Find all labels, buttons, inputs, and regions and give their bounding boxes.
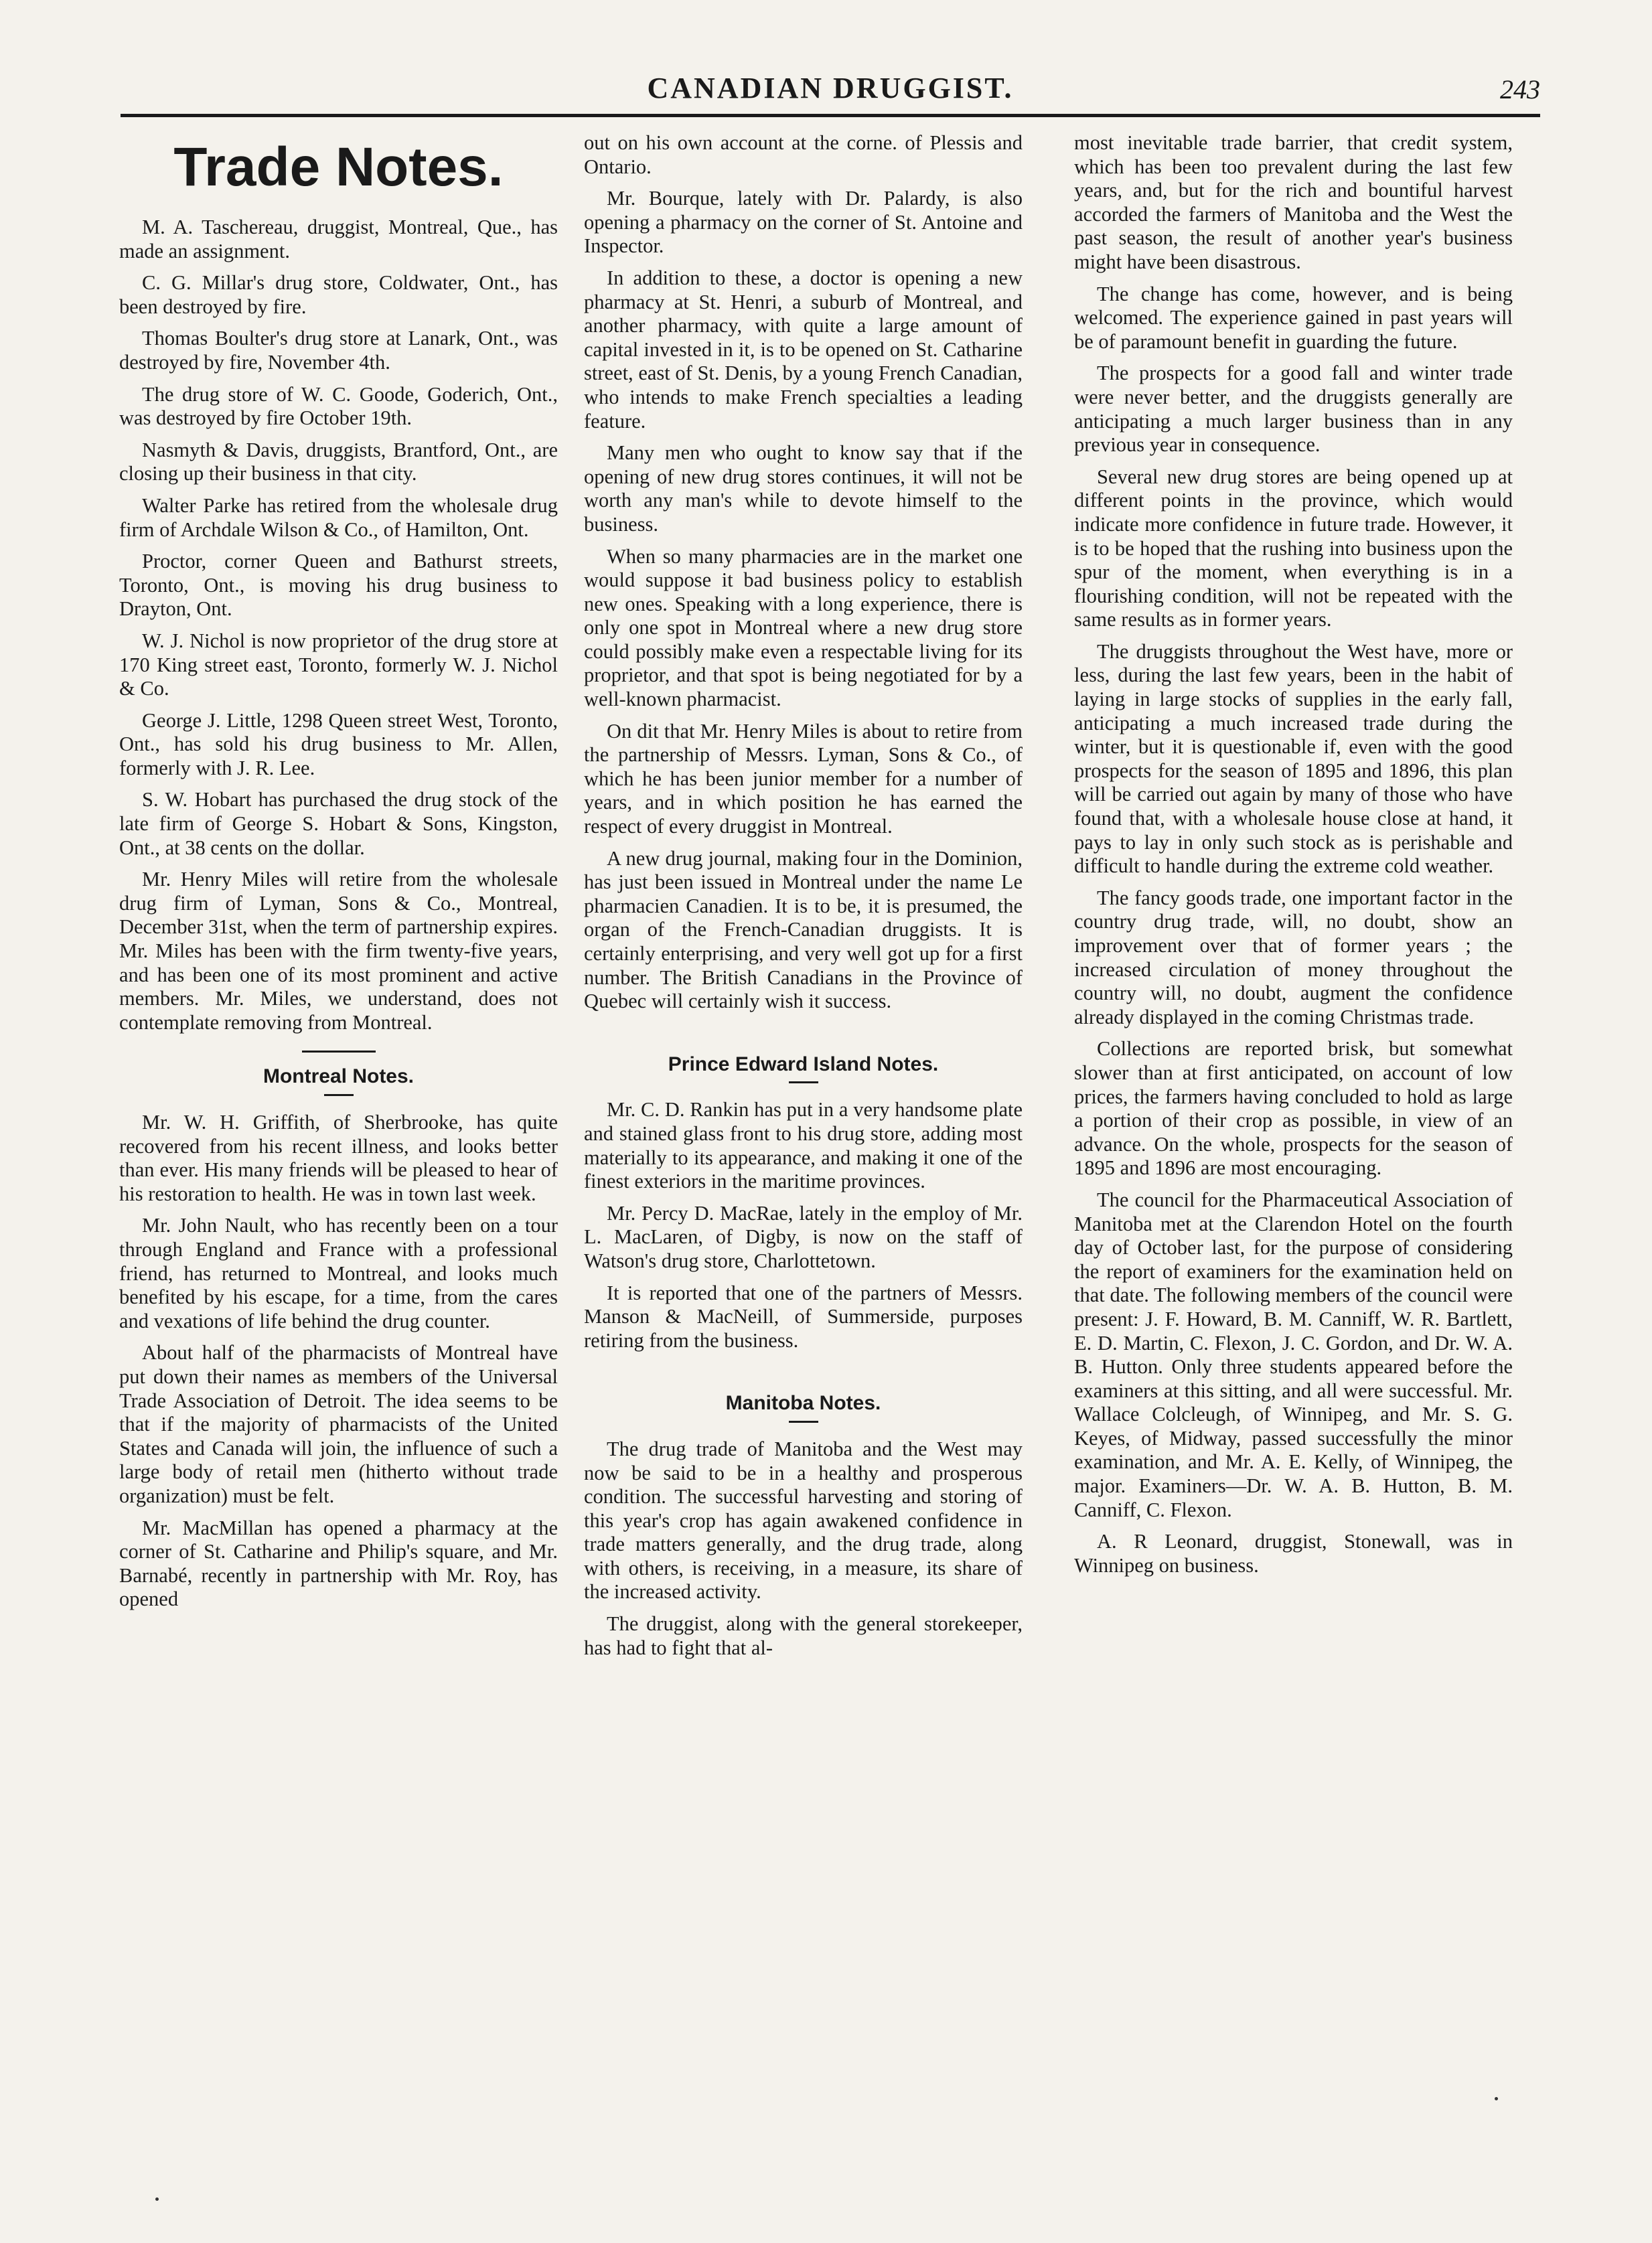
paragraph: The change has come, however, and is being welcomed. The experience gained in past years will be of paramount benefit in guarding the future.: [1074, 282, 1513, 353]
column-1: [119, 131, 558, 2180]
paragraph: M. A. Taschereau, druggist, Montreal, Que., has made an assignment.: [119, 216, 558, 262]
paragraph: The drug trade of Manitoba and the West may now be said to be in a healthy and prosperous condition. The successful harvesting and storing of this year's crop has again awakened confidence in trade matters generally, and the drug trade, along with others, is receiving, in a measure, its share of the increased activity.: [584, 1437, 1023, 1604]
paragraph: Walter Parke has retired from the wholesale drug firm of Archdale Wilson & Co., of Hamilton, Ont.: [119, 493, 558, 541]
paragraph: Collections are reported brisk, but somewhat slower than at first anticipated, on account of low prices, the farmers having concluded to hold as large a portion of their crop as possible, in view of an advance. On the whole, prospects for the season of 1895 and 1896 are most encouraging.: [1074, 1037, 1513, 1180]
paragraph: Mr. John Nault, who has recently been on a tour through England and France with a professional friend, has returned to Montreal, and looks much benefited by his escape, for a time, from the cares and vexations of life behind the drug counter.: [119, 1214, 558, 1332]
paragraph: Proctor, corner Queen and Bathurst streets, Toronto, Ont., is moving his drug business to Drayton, Ont.: [119, 550, 558, 621]
paragraph: A new drug journal, making four in the Dominion, has just been issued in Montreal under the name Le pharmacien Canadien. It is to be, it is presumed, the organ of the French-Canadian druggists. It is certainly enterprising, and very well got up for a first number. The British Canadians in the Province of Quebec will certainly wish it success.: [584, 846, 1023, 1013]
print-speck: [155, 2197, 159, 2201]
heading-montreal-notes: Montreal Notes.: [262, 1065, 415, 1088]
print-speck: [1495, 2097, 1498, 2100]
column-3: [1074, 131, 1513, 2180]
paragraph: George J. Little, 1298 Queen street West, Toronto, Ont., has sold his drug business to Mr. Allen, formerly with J. R. Lee.: [119, 708, 558, 779]
page-header: [121, 67, 1540, 117]
journal-title: CANADIAN DRUGGIST.: [647, 72, 1014, 104]
paragraph: The fancy goods trade, one important factor in the country drug trade, will, no doubt, show an improvement over that of former years ; the increased circulation of money throughout the country will, no doubt, augment the confidence already displayed in the coming Christmas trade.: [1074, 886, 1513, 1028]
heading-pei-notes: Prince Edward Island Notes.: [668, 1053, 939, 1075]
paragraph: Mr. W. H. Griffith, of Sherbrooke, has quite recovered from his recent illness, and looks better than ever. His many friends will be pleased to hear of his restoration to health. He was in town last week.: [119, 1111, 558, 1205]
paragraph: Mr. C. D. Rankin has put in a very handsome plate and stained glass front to his drug store, adding most materially to its appearance, and making it one of the finest exteriors in the maritime provinces.: [584, 1098, 1023, 1193]
paragraph: C. G. Millar's drug store, Coldwater, Ont., has been destroyed by fire.: [119, 271, 558, 318]
paragraph: S. W. Hobart has purchased the drug stock of the late firm of George S. Hobart & Sons, Kingston, Ont., at 38 cents on the dollar.: [119, 788, 558, 859]
paragraph: A. R Leonard, druggist, Stonewall, was in Winnipeg on business.: [1074, 1530, 1513, 1577]
paragraph: In addition to these, a doctor is opening a new pharmacy at St. Henri, a suburb of Montreal, and another pharmacy, with quite a large amount of capital invested in it, is to be opened on St. Catharine street, east of St. Denis, by a young French Canadian, who intends to make French specialties a leading feature.: [584, 266, 1023, 433]
paragraph: The drug store of W. C. Goode, Goderich, Ont., was destroyed by fire October 19th.: [119, 382, 558, 430]
heading-underline: [789, 1421, 818, 1423]
paragraph: The prospects for a good fall and winter trade were never better, and the druggists generally are anticipating a much larger business than in any previous year in consequence.: [1074, 362, 1513, 457]
paragraph: The druggist, along with the general storekeeper, has had to fight that al-: [584, 1612, 1023, 1659]
paragraph: Several new drug stores are being opened up at different points in the province, which would indicate more confidence in future trade. However, it is to be hoped that the rushing into business upon the spur of the moment, when everything is in a flourishing condition, will not be repeated with the same results as in former years.: [1074, 465, 1513, 631]
paragraph: Mr. Bourque, lately with Dr. Palardy, is also opening a pharmacy on the corner of St. Antoine and Inspector.: [584, 187, 1023, 258]
paragraph: It is reported that one of the partners of Messrs. Manson & MacNeill, of Summerside, purposes retiring from the business.: [584, 1281, 1023, 1352]
paragraph: Nasmyth & Davis, druggists, Brantford, Ont., are closing up their business in that city.: [119, 438, 558, 485]
column-2: [584, 131, 1023, 2180]
heading-underline: [789, 1081, 818, 1083]
section-divider: [302, 1051, 376, 1053]
paragraph: Mr. Percy D. MacRae, lately in the employ of Mr. L. MacLaren, of Digby, is now on the staff of Watson's drug store, Charlottetown.: [584, 1201, 1023, 1272]
paragraph: W. J. Nichol is now proprietor of the drug store at 170 King street east, Toronto, formerly W. J. Nichol & Co.: [119, 629, 558, 700]
paragraph: The druggists throughout the West have, more or less, during the last few years, been in the habit of laying in large stocks of supplies in the early fall, anticipating a much increased trade during the winter, but it is questionable if, even with the good prospects for the season of 1895 and 1896, this plan will be carried out again by many of those who have found that, with a wholesale house close at hand, it pays to lay in only such stock as is perishable and difficult to handle during the extreme cold weather.: [1074, 639, 1513, 878]
page-number: 243: [1500, 74, 1540, 104]
heading-underline: [324, 1094, 354, 1096]
paragraph: Thomas Boulter's drug store at Lanark, Ont., was destroyed by fire, November 4th.: [119, 327, 558, 374]
paragraph: When so many pharmacies are in the market one would suppose it bad business policy to establish new ones. Speaking with a long experience, there is only one spot in Montreal where a new drug store could possibly make even a respectable living for its proprietor, and that spot is being negotiated for by a well-known pharmacist.: [584, 544, 1023, 711]
section-title-trade-notes: Trade Notes.: [173, 137, 504, 198]
paragraph: Mr. Henry Miles will retire from the wholesale drug firm of Lyman, Sons & Co., Montreal, December 31st, when the term of partnership expires. Mr. Miles has been with the firm twenty-five years, and has been one of its most prominent and active members. Mr. Miles, we understand, does not contemplate removing from Montreal.: [119, 868, 558, 1034]
paragraph: About half of the pharmacists of Montreal have put down their names as members of the Universal Trade Association of Detroit. The idea seems to be that if the majority of pharmacists of the United States and Canada will join, the influence of such a large body of retail men (hitherto without trade organization) must be felt.: [119, 1341, 558, 1507]
paragraph: On dit that Mr. Henry Miles is about to retire from the partnership of Messrs. Lyman, Sons & Co., of which he has been junior member for a number of years, and in which position he has earned the respect of every druggist in Montreal.: [584, 719, 1023, 838]
paragraph: most inevitable trade barrier, that credit system, which has been too prevalent during the last few years, and, but for the rich and bountiful harvest accorded the farmers of Manitoba and the West the past season, the result of another year's business might have been disastrous.: [1074, 131, 1513, 273]
paragraph: Mr. MacMillan has opened a pharmacy at the corner of St. Catharine and Philip's square, and Mr. Barnabé, recently in partnership with Mr. Roy, has opened: [119, 1516, 558, 1611]
heading-manitoba-notes: Manitoba Notes.: [725, 1392, 881, 1415]
paragraph: Many men who ought to know say that if the opening of new drug stores continues, it will not be worth any man's while to devote himself to the business.: [584, 441, 1023, 536]
paragraph: The council for the Pharmaceutical Association of Manitoba met at the Clarendon Hotel on the fourth day of October last, for the purpose of considering the report of examiners for the examination held on that date. The following members of the council were present: J. F. Howard, B. M. Canniff, W. R. Bartlett, E. D. Martin, C. Flexon, J. C. Gordon, and Dr. W. A. B. Hutton. Only three students appeared before the examiners at this sitting, and all were successful. Mr. Wallace Colcleugh, of Winnipeg, and Mr. S. G. Keyes, of Midway, passed successfully the minor examination, and Mr. A. E. Kelly, of Winnipeg, the major. Examiners—Dr. W. A. B. Hutton, B. M. Canniff, C. Flexon.: [1074, 1188, 1513, 1521]
paragraph: out on his own account at the corne. of Plessis and Ontario.: [584, 131, 1023, 178]
